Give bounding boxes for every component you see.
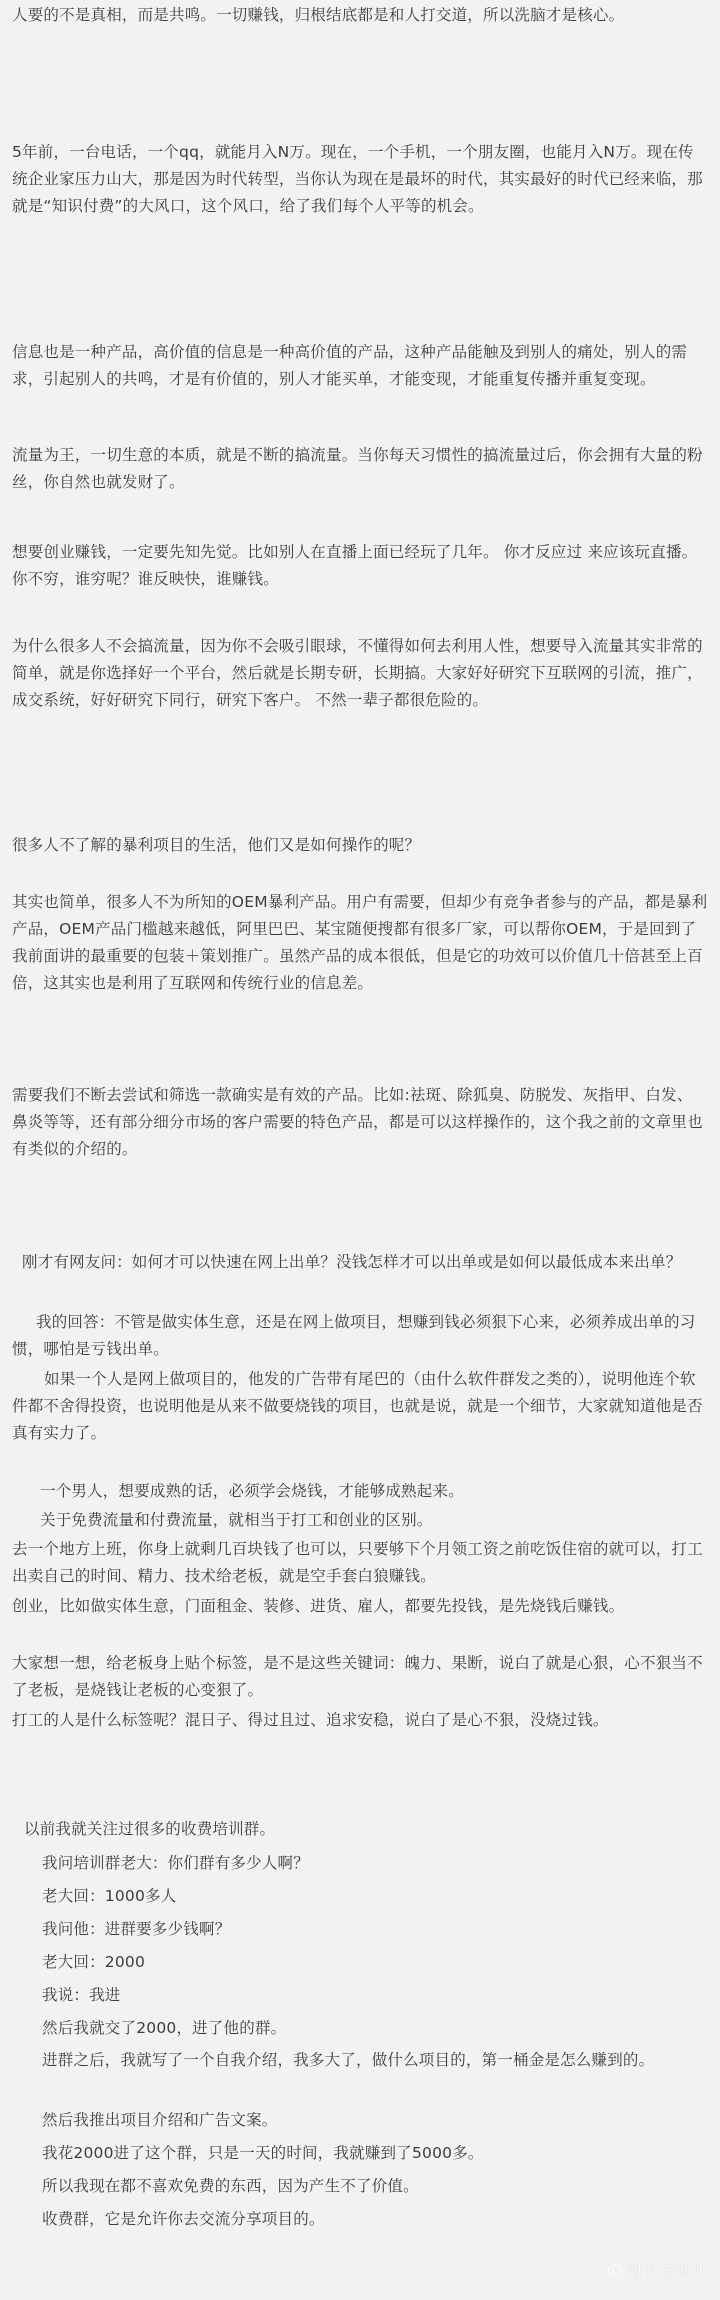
paragraph-6: 为什么很多人不会搞流量，因为你不会吸引眼球，不懂得如何去利用人性，想要导入流量其实非常的简单，就是你选择好一个平台，然后就是长期专研，长期搞。大家好好研究下互联网的引流，推广，成交系统，好好研究下同行，研究下客户。 不然一辈子都很危险的。 [12,637,703,709]
paragraph-14: 关于免费流量和付费流量，就相当于打工和创业的区别。 [40,1511,433,1529]
watermark-text: 知乎 @话儿 [626,2262,706,2280]
paragraph-30: 收费群，它是允许你去交流分享项目的。 [42,2210,325,2228]
paragraph-11: 我的回答：不管是做实体生意，还是在网上做项目，想赚到钱必须狠下心来，必须养成出单的习惯，哪怕是亏钱出单。 [12,1313,696,1358]
paragraph-15: 去一个地方上班，你身上就剩几百块钱了也可以，只要够下个月领工资之前吃饭住宿的就可以，打工出卖自己的时间、精力、技术给老板，就是空手套白狼赚钱。 [12,1540,703,1585]
paragraph-29: 所以我现在都不喜欢免费的东西，因为产生不了价值。 [42,2177,419,2195]
paragraph-5: 想要创业赚钱，一定要先知先觉。比如别人在直播上面已经玩了几年。 你才反应过 来应该玩直播。你不穷，谁穷呢？谁反映快，谁赚钱。 [12,543,698,588]
paragraph-27: 然后我推出项目介绍和广告文案。 [42,2111,278,2129]
paragraph-3: 信息也是一种产品，高价值的信息是一种高价值的产品，这种产品能触及到别人的痛处，别人的需求，引起别人的共鸣，才是有价值的，别人才能买单，才能变现，才能重复传播并重复变现。 [12,343,688,388]
paragraph-12: 如果一个人是网上做项目的，他发的广告带有尾巴的（由什么软件群发之类的），说明他连个软件都不舍得投资，也说明他是从来不做要烧钱的项目，也就是说，就是一个细节，大家就知道他是否真有实力了。 [12,1370,703,1442]
paragraph-10: 刚才有网友问：如何才可以快速在网上出单？没钱怎样才可以出单或是如何以最低成本来出单？ [22,1253,682,1271]
paragraph-19: 以前我就关注过很多的收费培训群。 [24,1820,276,1838]
paragraph-25: 然后我就交了2000，进了他的群。 [42,2019,287,2037]
paragraph-13: 一个男人，想要成熟的话，必须学会烧钱，才能够成熟起来。 [40,1482,464,1500]
paragraph-23: 老大回：2000 [42,1953,146,1971]
paragraph-4: 流量为王，一切生意的本质，就是不断的搞流量。当你每天习惯性的搞流量过后，你会拥有大量的粉丝，你自然也就发财了。 [12,446,703,491]
paragraph-16: 创业，比如做实体生意，门面租金、装修、进货、雇人，都要先投钱，是先烧钱后赚钱。 [12,1597,625,1615]
paragraph-9: 需要我们不断去尝试和筛选一款确实是有效的产品。比如:祛斑、除狐臭、防脱发、灰指甲、白发、鼻炎等等，还有部分细分市场的客户需要的特色产品，都是可以这样操作的，这个我之前的文章里也有类似的介绍的。 [12,1086,703,1158]
paragraph-7: 很多人不了解的暴利项目的生活，他们又是如何操作的呢？ [12,836,421,854]
paragraph-8: 其实也简单，很多人不为所知的OEM暴利产品。用户有需要，但却少有竞争者参与的产品，都是暴利产品，OEM产品门槛越来越低，阿里巴巴、某宝随便搜都有很多厂家，可以帮你OEM，于是回到了我前面讲的最重要的包装＋策划推广。虽然产品的成本很低，但是它的功效可以价值几十倍甚至上百倍，这其实也是利用了互联网和传统行业的信息差。 [12,893,708,992]
paragraph-18: 打工的人是什么标签呢？混日子、得过且过、追求安稳，说白了是心不狠，没烧过钱。 [12,1711,609,1729]
watermark [608,2260,706,2281]
paragraph-21: 老大回：1000多人 [42,1887,177,1905]
paragraph-24: 我说：我进 [42,1986,121,2004]
paragraph-22: 我问他：进群要多少钱啊？ [42,1920,231,1938]
paragraph-28: 我花2000进了这个群，只是一天的时间，我就赚到了5000多。 [42,2144,484,2162]
paragraph-17: 大家想一想，给老板身上贴个标签，是不是这些关键词：魄力、果断，说白了就是心狠，心不狠当不了老板，是烧钱让老板的心变狠了。 [12,1654,703,1699]
paragraph-1: 人要的不是真相，而是共鸣。一切赚钱，归根结底都是和人打交道，所以洗脑才是核心。 [12,6,625,24]
paragraph-20: 我问培训群老大：你们群有多少人啊？ [42,1854,309,1872]
zhihu-watermark-icon [608,2264,622,2278]
paragraph-2: 5年前，一台电话，一个qq，就能月入N万。现在，一个手机，一个朋友圈，也能月入N万。现在传统企业家压力山大，那是因为时代转型，当你认为现在是最坏的时代，其实最好的时代已经来临，那就是“知识付费”的大风口，这个风口，给了我们每个人平等的机会。 [12,143,703,215]
paragraph-26: 进群之后，我就写了一个自我介绍，我多大了，做什么项目的，第一桶金是怎么赚到的。 [42,2051,655,2069]
